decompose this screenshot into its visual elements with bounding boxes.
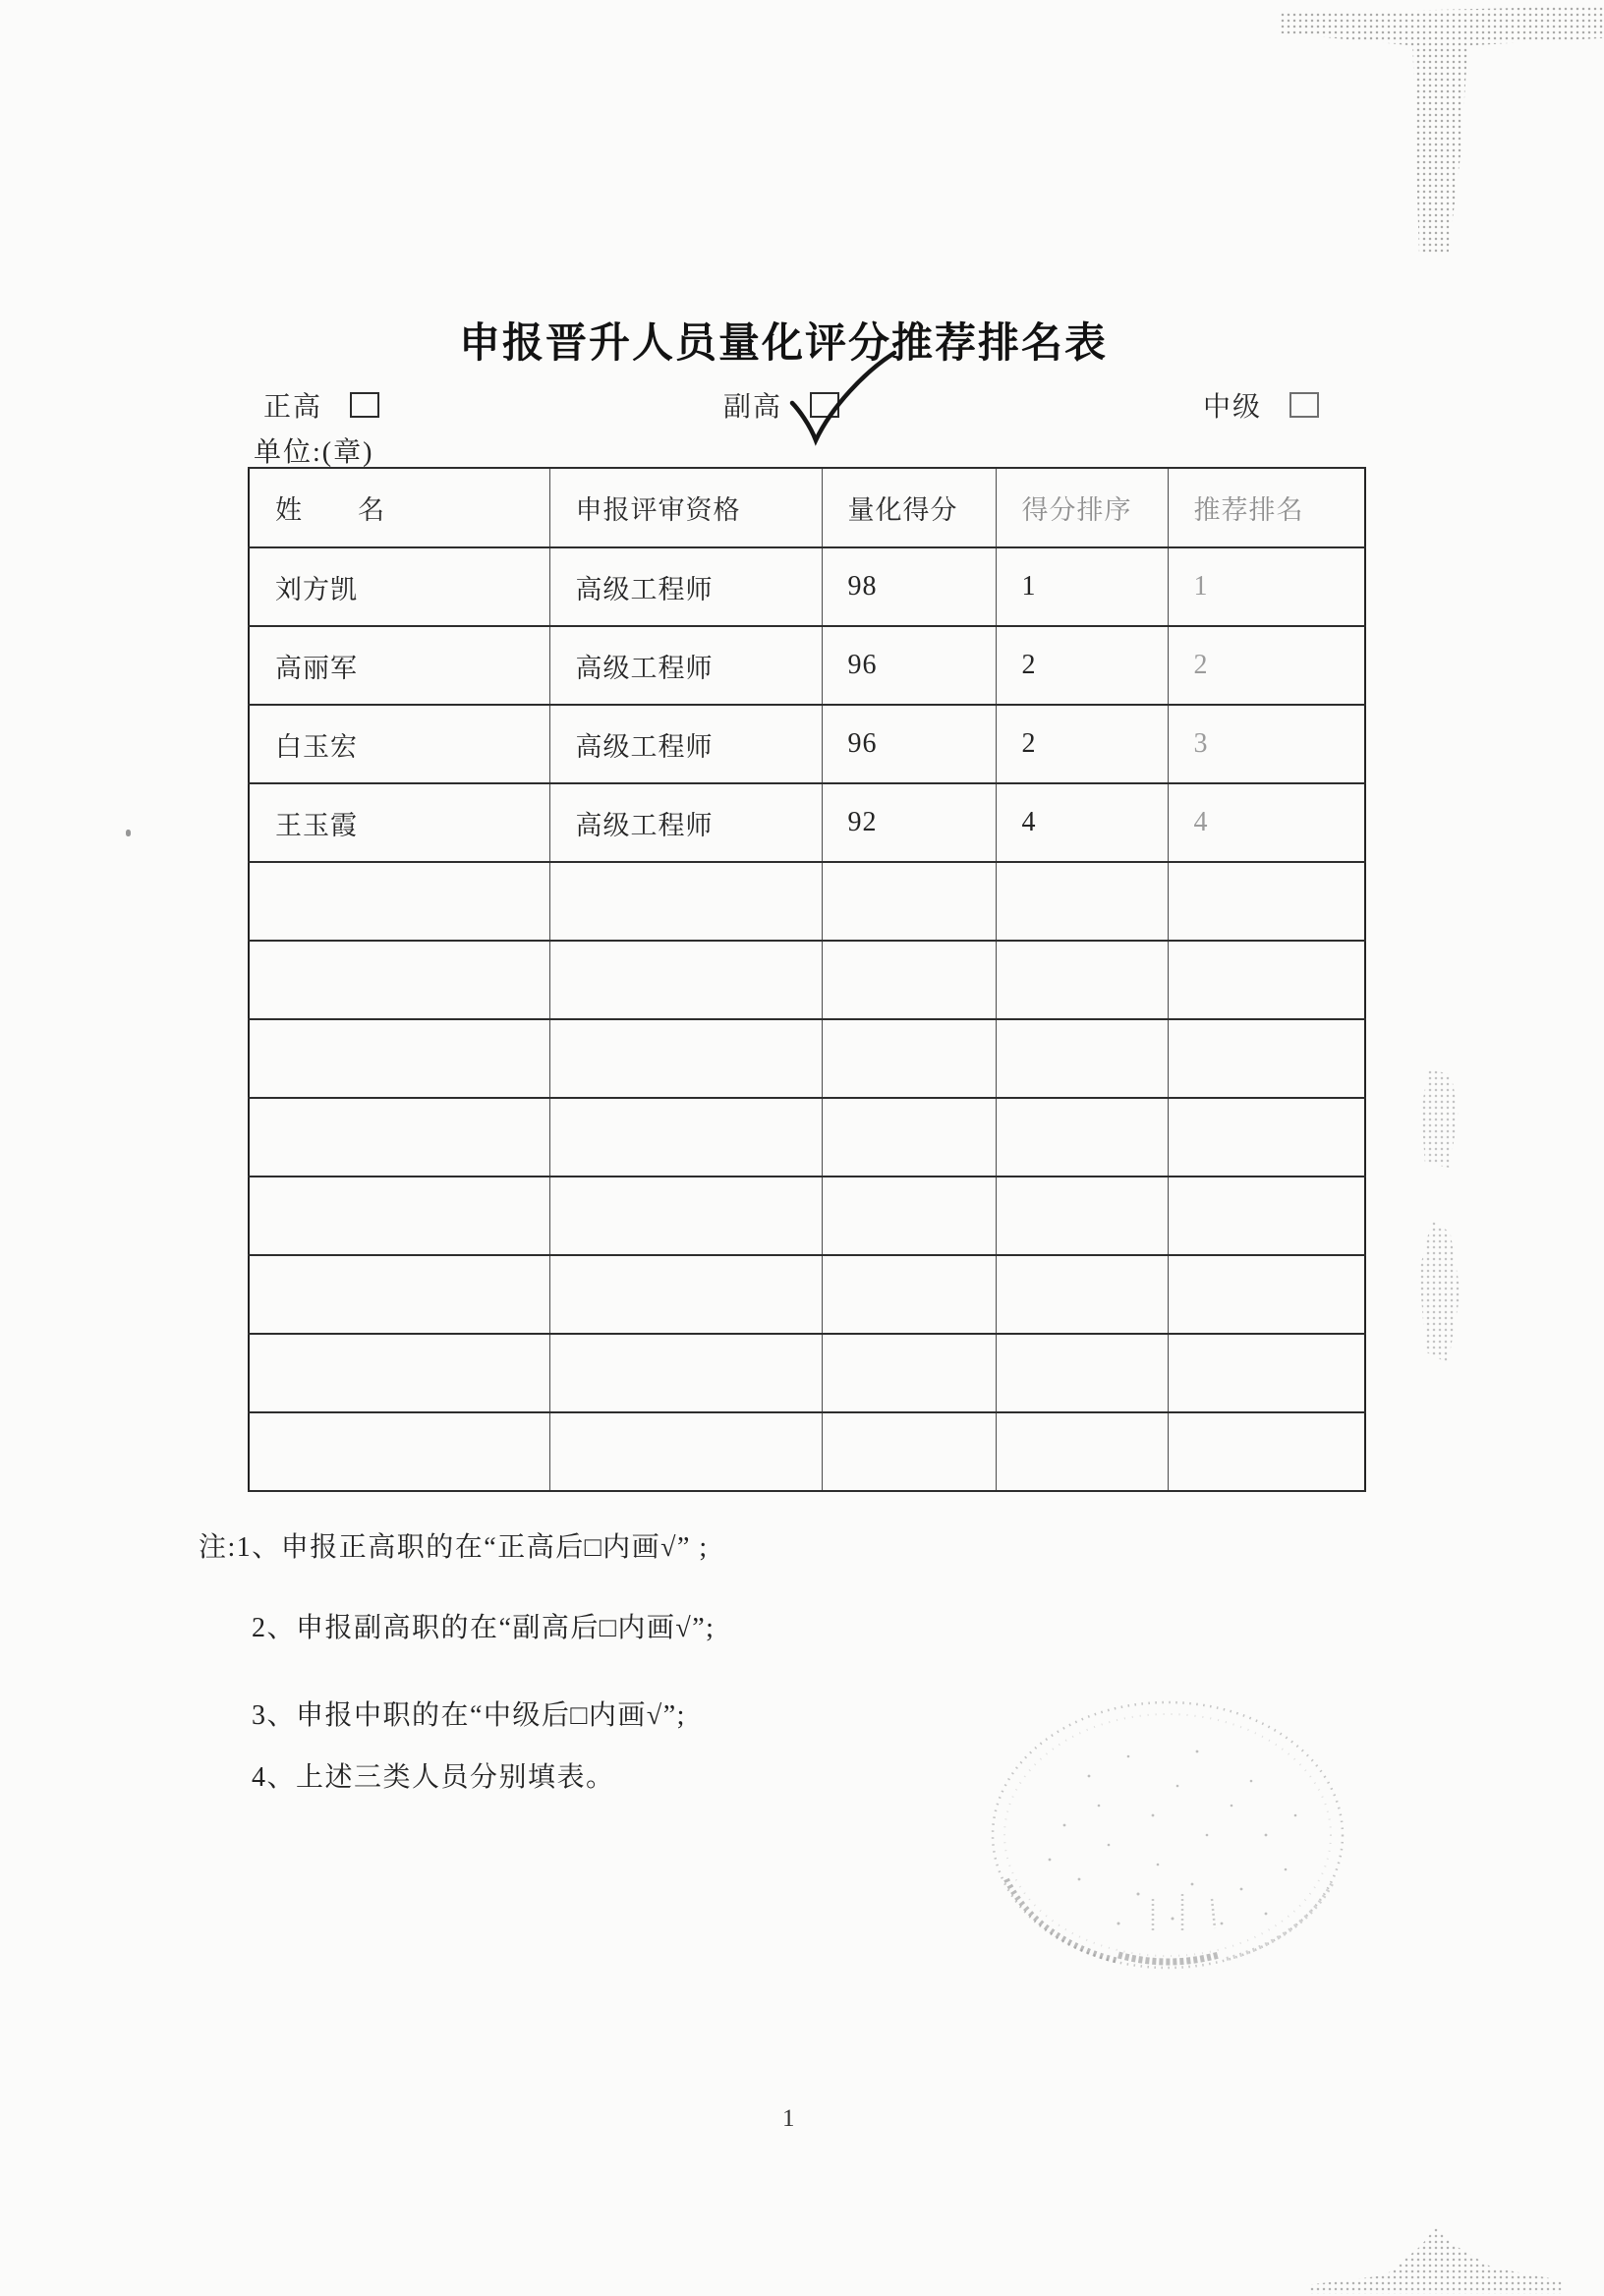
scan-artifact-top-right [1280, 6, 1604, 254]
empty-cell [549, 1412, 822, 1491]
name-cell: 王玉霞 [249, 783, 549, 862]
scan-artifact-right-margin-2 [1419, 1221, 1461, 1363]
header-qualification: 申报评审资格 [549, 468, 822, 547]
empty-cell [822, 1098, 996, 1177]
category-fugao-checkbox [810, 392, 839, 418]
empty-cell [549, 1334, 822, 1412]
empty-cell [249, 1098, 549, 1177]
table-body [249, 547, 1365, 1491]
empty-cell [549, 862, 822, 941]
recommend-rank-cell: 2 [1168, 626, 1365, 705]
table-row [249, 547, 1365, 626]
name-cell: 高丽军 [249, 626, 549, 705]
empty-cell [822, 1019, 996, 1098]
score-rank-cell: 1 [996, 547, 1168, 626]
empty-cell [549, 1177, 822, 1255]
note-4: 4、上述三类人员分别填表。 [252, 1762, 615, 1793]
score-rank-cell: 4 [996, 783, 1168, 862]
category-zhongji [1203, 385, 1319, 425]
table-row-empty [249, 941, 1365, 1019]
empty-cell [249, 1019, 549, 1098]
note-3: 3、申报中职的在“中级后□内画√”; [252, 1700, 686, 1731]
empty-cell [1168, 862, 1365, 941]
empty-cell [996, 1177, 1168, 1255]
table-header [249, 468, 1365, 547]
empty-cell [996, 862, 1168, 941]
empty-cell [996, 1255, 1168, 1334]
empty-cell [1168, 1177, 1365, 1255]
table-row [249, 626, 1365, 705]
header-score: 量化得分 [822, 468, 996, 547]
note-2: 2、申报副高职的在“副高后□内画√”; [252, 1613, 716, 1643]
empty-cell [1168, 1334, 1365, 1412]
name-cell: 白玉宏 [249, 705, 549, 783]
empty-cell [822, 941, 996, 1019]
category-fugao-label: 副高 [723, 392, 783, 423]
qualification-cell: 高级工程师 [549, 783, 822, 862]
empty-cell [822, 1255, 996, 1334]
qualification-cell: 高级工程师 [549, 626, 822, 705]
category-zhenggao-checkbox [350, 392, 379, 418]
score-rank-cell: 2 [996, 626, 1168, 705]
empty-cell [249, 941, 549, 1019]
empty-cell [549, 1019, 822, 1098]
recommend-rank-cell: 3 [1168, 705, 1365, 783]
score-rank-cell: 2 [996, 705, 1168, 783]
empty-cell [996, 1412, 1168, 1491]
recommend-rank-cell: 1 [1168, 547, 1365, 626]
empty-cell [996, 1019, 1168, 1098]
qualification-cell: 高级工程师 [549, 547, 822, 626]
empty-cell [249, 1334, 549, 1412]
empty-cell [822, 1412, 996, 1491]
table-row [249, 705, 1365, 783]
empty-cell [1168, 1019, 1365, 1098]
empty-cell [996, 941, 1168, 1019]
empty-cell [1168, 1412, 1365, 1491]
ranking-table [248, 467, 1366, 1492]
empty-cell [1168, 941, 1365, 1019]
scan-artifact-left-dot [126, 830, 131, 836]
recommend-rank-cell: 4 [1168, 783, 1365, 862]
category-zhenggao-label: 正高 [263, 392, 323, 423]
empty-cell [249, 1255, 549, 1334]
score-cell: 96 [822, 626, 996, 705]
score-cell: 98 [822, 547, 996, 626]
table-row-empty [249, 1334, 1365, 1412]
name-cell: 刘方凯 [249, 547, 549, 626]
page-title: 申报晋升人员量化评分推荐排名表 [458, 318, 1108, 367]
qualification-cell: 高级工程师 [549, 705, 822, 783]
table-row-empty [249, 1255, 1365, 1334]
table-row-empty [249, 1177, 1365, 1255]
empty-cell [249, 862, 549, 941]
score-cell: 96 [822, 705, 996, 783]
page-number: 1 [782, 2105, 795, 2132]
empty-cell [549, 1255, 822, 1334]
scan-artifact-right-margin-1 [1421, 1069, 1459, 1168]
empty-cell [996, 1098, 1168, 1177]
header-recommend-rank: 推荐排名 [1168, 468, 1365, 547]
empty-cell [549, 941, 822, 1019]
table-header-row [249, 468, 1365, 547]
empty-cell [249, 1412, 549, 1491]
category-zhenggao [263, 385, 379, 425]
header-score-rank: 得分排序 [996, 468, 1168, 547]
empty-cell [1168, 1255, 1365, 1334]
empty-cell [549, 1098, 822, 1177]
category-fugao [723, 385, 839, 425]
header-name: 姓 名 [249, 468, 549, 547]
unit-label: 单位:(章) [254, 437, 374, 468]
empty-cell [822, 862, 996, 941]
category-zhongji-checkbox [1289, 392, 1319, 418]
category-zhongji-label: 中级 [1203, 392, 1263, 423]
table-row-empty [249, 1098, 1365, 1177]
note-1: 注:1、申报正高职的在“正高后□内画√” ; [199, 1532, 709, 1563]
empty-cell [996, 1334, 1168, 1412]
empty-cell [822, 1177, 996, 1255]
empty-cell [822, 1334, 996, 1412]
table-row-empty [249, 1412, 1365, 1491]
empty-cell [1168, 1098, 1365, 1177]
table-row-empty [249, 862, 1365, 941]
table-row-empty [249, 1019, 1365, 1098]
table-row [249, 783, 1365, 862]
empty-cell [249, 1177, 549, 1255]
scan-artifact-bottom-right [1309, 2227, 1563, 2294]
score-cell: 92 [822, 783, 996, 862]
official-seal-stamp [971, 1688, 1364, 1982]
